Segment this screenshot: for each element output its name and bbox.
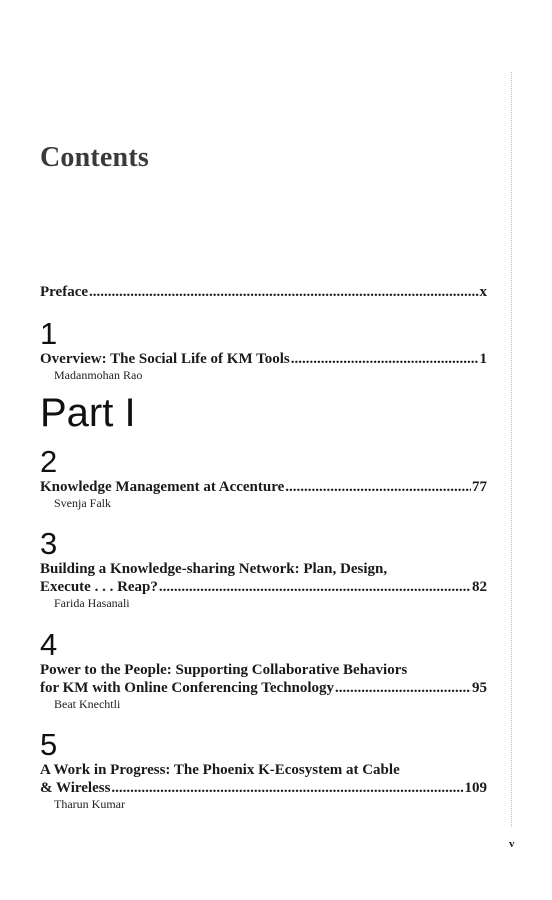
dot-leader — [111, 779, 463, 797]
toc-line — [40, 779, 487, 797]
dot-leader — [285, 478, 471, 496]
page-number: 77 — [472, 479, 487, 495]
toc-line — [40, 350, 487, 368]
chapter-author: Tharun Kumar — [54, 797, 125, 811]
entry-title-line-1: Power to the People: Supporting Collaborative Behaviors — [40, 662, 408, 678]
toc-entry-chapter-1 — [40, 318, 487, 382]
dot-leader — [291, 350, 479, 368]
part-heading: Part I — [40, 391, 136, 435]
toc-entry-chapter-5 — [40, 729, 487, 811]
toc-line — [40, 478, 487, 496]
chapter-author: Svenja Falk — [54, 496, 111, 510]
chapter-number: 1 — [40, 316, 58, 351]
toc-line — [40, 578, 487, 596]
toc-line — [40, 283, 487, 301]
entry-title-line-1: Building a Knowledge-sharing Network: Plan, Design, — [40, 561, 388, 577]
page-number: 82 — [472, 579, 487, 595]
entry-title: Preface — [40, 284, 89, 300]
entry-title: Overview: The Social Life of KM Tools — [40, 351, 290, 367]
toc-entry-chapter-3 — [40, 528, 487, 610]
entry-title: Knowledge Management at Accenture — [40, 479, 285, 495]
toc-line — [40, 679, 487, 697]
chapter-author: Madanmohan Rao — [54, 368, 143, 382]
page-title: Contents — [40, 142, 149, 173]
toc-entry-preface — [40, 283, 487, 301]
dot-leader — [335, 679, 471, 697]
toc-entry-chapter-2 — [40, 446, 487, 510]
page-number: x — [479, 284, 487, 300]
entry-title-line-2: for KM with Online Conferencing Technology — [40, 680, 335, 696]
page-number: 1 — [479, 351, 487, 367]
entry-title-line-2: Execute . . . Reap? — [40, 579, 158, 595]
page-number: 109 — [464, 780, 487, 796]
dot-leader — [159, 578, 471, 596]
entry-title-line-1: A Work in Progress: The Phoenix K-Ecosystem at Cable — [40, 762, 400, 778]
chapter-number: 3 — [40, 526, 58, 561]
chapter-number: 2 — [40, 444, 58, 479]
entry-title-line-2: & Wireless — [40, 780, 111, 796]
chapter-author: Beat Knechtli — [54, 697, 121, 711]
dot-leader — [89, 283, 478, 301]
chapter-author: Farida Hasanali — [54, 596, 130, 610]
chapter-number: 5 — [40, 727, 58, 762]
toc-entry-chapter-4 — [40, 629, 487, 711]
margin-rule — [511, 72, 512, 827]
page-number: 95 — [472, 680, 487, 696]
page-folio: v — [509, 838, 515, 850]
chapter-number: 4 — [40, 627, 58, 662]
